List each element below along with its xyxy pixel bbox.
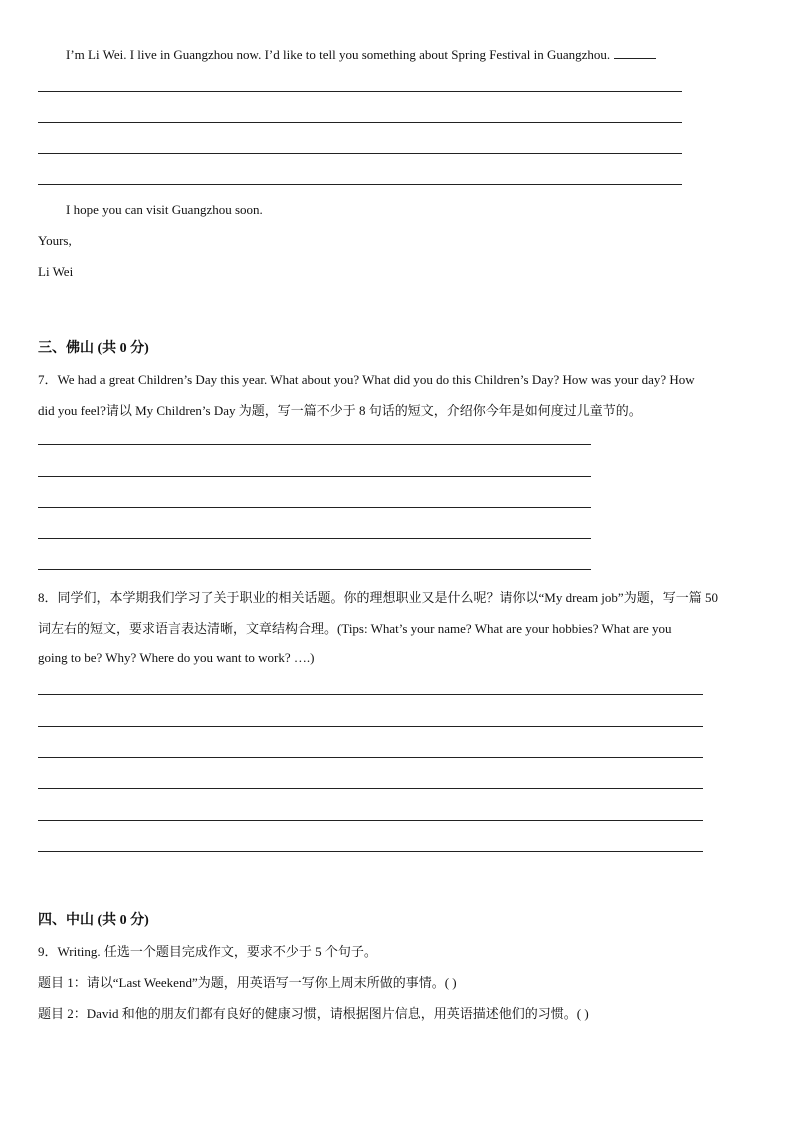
answer-line[interactable] bbox=[38, 476, 591, 477]
answer-line[interactable] bbox=[38, 444, 591, 445]
answer-line[interactable] bbox=[38, 153, 682, 154]
answer-line[interactable] bbox=[38, 91, 682, 92]
topic-1-text: 题目 1：请以“Last Weekend”为题，用英语写一写你上周末所做的事情。( ) bbox=[38, 975, 457, 990]
section-heading: 四、中山 (共 0 分) bbox=[38, 913, 149, 928]
question-9-text: 9．Writing. 任选一个题目完成作文，要求不少于 5 个句子。 bbox=[38, 944, 377, 959]
answer-line[interactable] bbox=[38, 122, 682, 123]
question-8-text: going to be? Why? Where do you want to work? ….) bbox=[38, 650, 315, 665]
answer-line[interactable] bbox=[38, 694, 703, 695]
letter-name: Li Wei bbox=[38, 264, 74, 279]
answer-blank[interactable] bbox=[614, 46, 656, 59]
answer-line[interactable] bbox=[38, 184, 682, 185]
letter-intro: I’m Li Wei. I live in Guangzhou now. I’d like to tell you something about Spring Festival in Guangzhou. bbox=[66, 46, 656, 63]
answer-line[interactable] bbox=[38, 726, 703, 727]
question-8-text: 8．同学们，本学期我们学习了关于职业的相关话题。你的理想职业又是什么呢？请你以“My dream job”为题，写一篇 50 bbox=[38, 590, 718, 605]
letter-closing: I hope you can visit Guangzhou soon. bbox=[66, 202, 263, 217]
answer-line[interactable] bbox=[38, 788, 703, 789]
answer-line[interactable] bbox=[38, 507, 591, 508]
answer-line[interactable] bbox=[38, 757, 703, 758]
answer-line[interactable] bbox=[38, 851, 703, 852]
answer-line[interactable] bbox=[38, 569, 591, 570]
topic-2-text: 题目 2：David 和他的朋友们都有良好的健康习惯，请根据图片信息，用英语描述他们的习惯。( ) bbox=[38, 1006, 589, 1021]
question-7-text: 7．We had a great Children’s Day this year. What about you? What did you do this Children’s Day? How was your day? How bbox=[38, 372, 695, 387]
section-heading: 三、佛山 (共 0 分) bbox=[38, 341, 149, 356]
letter-signoff: Yours, bbox=[38, 233, 72, 248]
answer-line[interactable] bbox=[38, 820, 703, 821]
question-8-text: 词左右的短文，要求语言表达清晰，文章结构合理。(Tips: What’s your name? What are your hobbies? What are you bbox=[38, 621, 672, 636]
question-7-text: did you feel?请以 My Children’s Day 为题，写一篇不少于 8 句话的短文，介绍你今年是如何度过儿童节的。 bbox=[38, 403, 642, 418]
answer-line[interactable] bbox=[38, 538, 591, 539]
